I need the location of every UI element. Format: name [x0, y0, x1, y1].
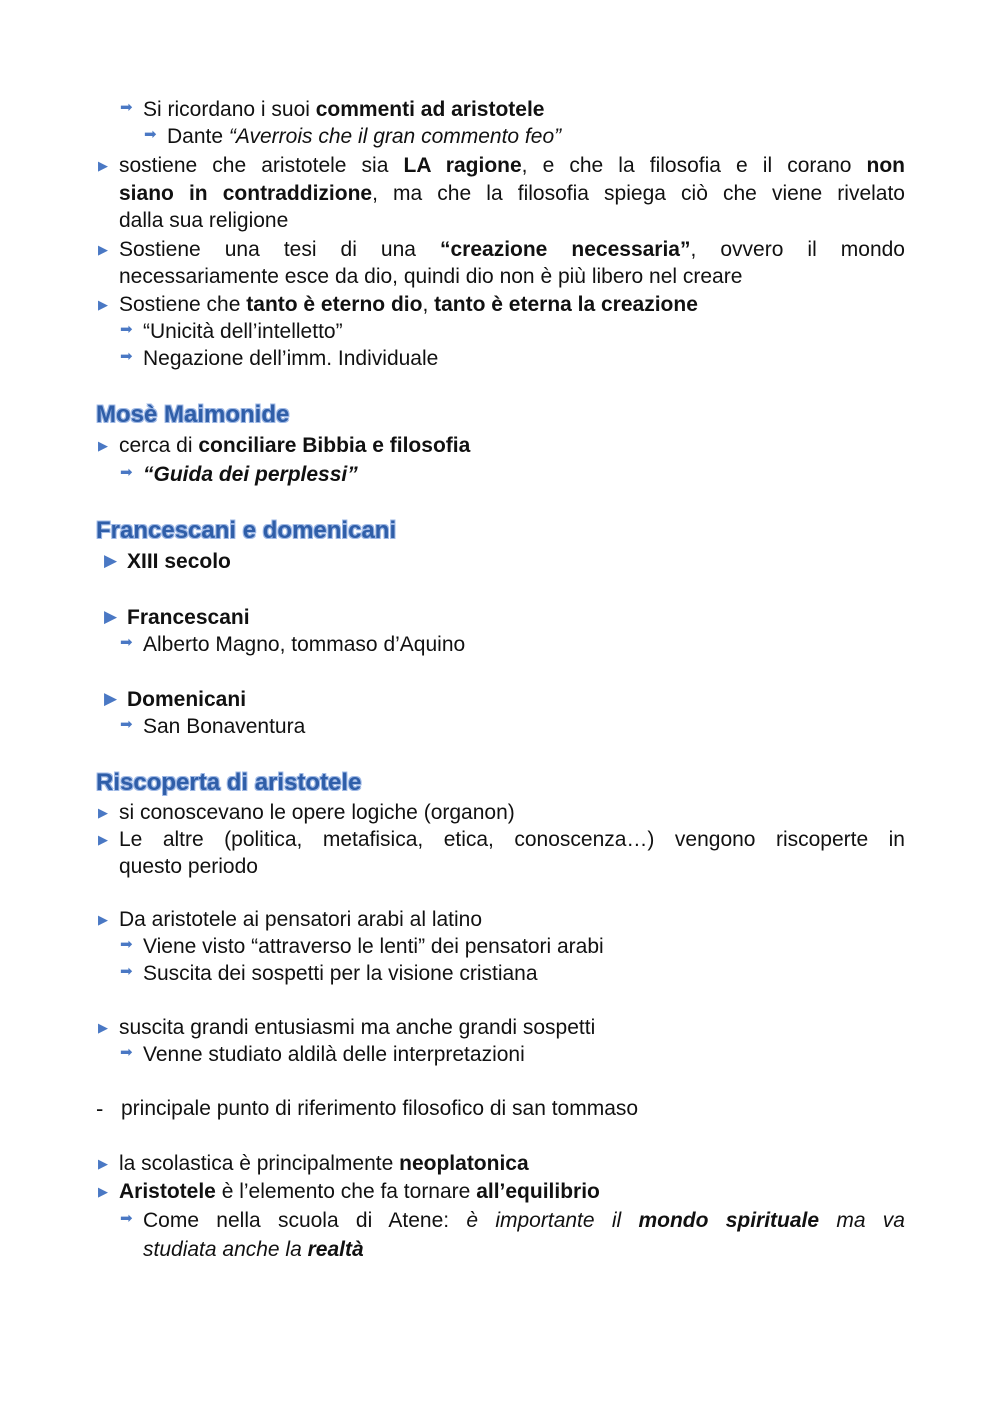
- triangle-right-icon: ▶: [104, 689, 118, 708]
- text: è l’elemento che fa tornare: [215, 1180, 477, 1203]
- riscoperta-scolastica: [119, 1150, 529, 1177]
- bold-text: tanto è eterna la creazione: [434, 293, 698, 316]
- heading-riscoperta: Riscoperta di aristotele: [96, 769, 362, 796]
- arrow-right-icon: ➡: [120, 963, 133, 980]
- text: Sostiene una tesi di una: [119, 238, 440, 261]
- heading-maimonide: Mosè Maimonide: [96, 401, 290, 428]
- riscoperta-studiato: Venne studiato aldilà delle interpretazioni: [143, 1043, 525, 1066]
- heading-francescani-domenicani: Francescani e domenicani: [96, 517, 397, 544]
- francescani-secolo: XIII secolo: [127, 550, 231, 573]
- arrow-right-icon: ➡: [144, 126, 157, 143]
- averroe-contraddizione: [119, 180, 905, 207]
- triangle-right-icon: ▶: [104, 551, 118, 570]
- bold-text: “creazione necessaria”: [439, 238, 691, 261]
- text: ,: [422, 293, 435, 316]
- text: Come nella scuola di Atene:: [143, 1209, 467, 1232]
- arrow-right-icon: ➡: [120, 1210, 133, 1227]
- riscoperta-organon: si conoscevano le opere logiche (organon): [119, 801, 515, 824]
- triangle-right-icon: ▶: [98, 242, 108, 257]
- bold-text: non: [866, 154, 905, 177]
- text: , ovvero il mondo: [690, 238, 905, 261]
- bold-text: conciliare Bibbia e filosofia: [198, 434, 471, 457]
- dash-icon: -: [96, 1096, 104, 1121]
- arrow-right-icon: ➡: [120, 464, 133, 481]
- triangle-right-icon: ▶: [98, 297, 108, 312]
- arrow-right-icon: ➡: [120, 99, 133, 116]
- bold-text: tanto è eterno dio: [246, 293, 423, 316]
- arrow-right-icon: ➡: [120, 321, 133, 338]
- averroe-ragione: [119, 152, 905, 179]
- riscoperta-sospetti: Suscita dei sospetti per la visione cristiana: [143, 962, 538, 985]
- riscoperta-latino: Da aristotele ai pensatori arabi al latino: [119, 908, 483, 931]
- averroe-commenti: [143, 96, 544, 123]
- arrow-right-icon: ➡: [120, 1044, 133, 1061]
- italic-quote: “Averrois che il gran commento feo”: [228, 125, 562, 148]
- bold-text: neoplatonica: [399, 1152, 529, 1175]
- triangle-right-icon: ▶: [98, 1184, 108, 1199]
- averroe-unicita: “Unicità dell’intelletto”: [143, 320, 343, 343]
- riscoperta-periodo: questo periodo: [119, 855, 258, 878]
- text: Sostiene che: [119, 293, 247, 316]
- averroe-creazione: [119, 236, 905, 263]
- arrow-right-icon: ➡: [120, 936, 133, 953]
- arrow-right-icon: ➡: [120, 716, 133, 733]
- arrow-right-icon: ➡: [120, 348, 133, 365]
- riscoperta-atene: [143, 1207, 905, 1234]
- maimonide-conciliare: [119, 432, 470, 459]
- domenicani-label: Domenicani: [127, 688, 247, 711]
- bold-text: commenti ad aristotele: [315, 98, 545, 121]
- triangle-right-icon: ▶: [98, 438, 108, 453]
- italic-text: studiata anche la: [143, 1238, 308, 1261]
- bold-text: siano in contraddizione: [119, 182, 373, 205]
- triangle-right-icon: ▶: [98, 912, 108, 927]
- averroe-eterno: [119, 291, 698, 318]
- text: Dante: [167, 125, 229, 148]
- text: la scolastica è principalmente: [119, 1152, 400, 1175]
- bold-italic-text: realtà: [307, 1238, 364, 1261]
- riscoperta-lenti: Viene visto “attraverso le lenti” dei pensatori arabi: [143, 935, 604, 958]
- maimonide-guida: “Guida dei perplessi”: [143, 463, 358, 486]
- italic-text: ma va: [819, 1209, 905, 1232]
- averroe-necessariamente: necessariamente esce da dio, quindi dio non è più libero nel creare: [119, 265, 743, 288]
- triangle-right-icon: ▶: [104, 607, 118, 626]
- text: , e che la filosofia e il corano: [521, 154, 867, 177]
- italic-text: è importante il: [466, 1209, 639, 1232]
- riscoperta-tommaso: principale punto di riferimento filosofico di san tommaso: [121, 1097, 639, 1120]
- averroe-negazione: Negazione dell’imm. Individuale: [143, 347, 439, 370]
- triangle-right-icon: ▶: [98, 832, 108, 847]
- triangle-right-icon: ▶: [98, 805, 108, 820]
- bold-text: all’equilibrio: [476, 1180, 600, 1203]
- averroe-dante: [167, 123, 561, 150]
- triangle-right-icon: ▶: [98, 1156, 108, 1171]
- riscoperta-entusiasmi: suscita grandi entusiasmi ma anche grandi sospetti: [119, 1016, 596, 1039]
- text: , ma che la filosofia spiega ciò che viene rivelato: [372, 182, 905, 205]
- riscoperta-equilibrio: [119, 1178, 600, 1205]
- arrow-right-icon: ➡: [120, 634, 133, 651]
- text: Si ricordano i suoi: [143, 98, 316, 121]
- averroe-religione: dalla sua religione: [119, 209, 289, 232]
- riscoperta-realta: [143, 1236, 364, 1263]
- bold-text: Aristotele: [119, 1180, 216, 1203]
- triangle-right-icon: ▶: [98, 1020, 108, 1035]
- triangle-right-icon: ▶: [98, 158, 108, 173]
- text: cerca di: [119, 434, 199, 457]
- francescani-nomi: Alberto Magno, tommaso d’Aquino: [143, 633, 466, 656]
- bold-text: LA ragione: [403, 154, 522, 177]
- riscoperta-altre: Le altre (politica, metafisica, etica, conoscenza…) vengono riscoperte in: [119, 828, 905, 851]
- domenicani-nomi: San Bonaventura: [143, 715, 306, 738]
- bold-italic-text: mondo spirituale: [638, 1209, 820, 1232]
- text: sostiene che aristotele sia: [119, 154, 404, 177]
- francescani-label: Francescani: [127, 606, 250, 629]
